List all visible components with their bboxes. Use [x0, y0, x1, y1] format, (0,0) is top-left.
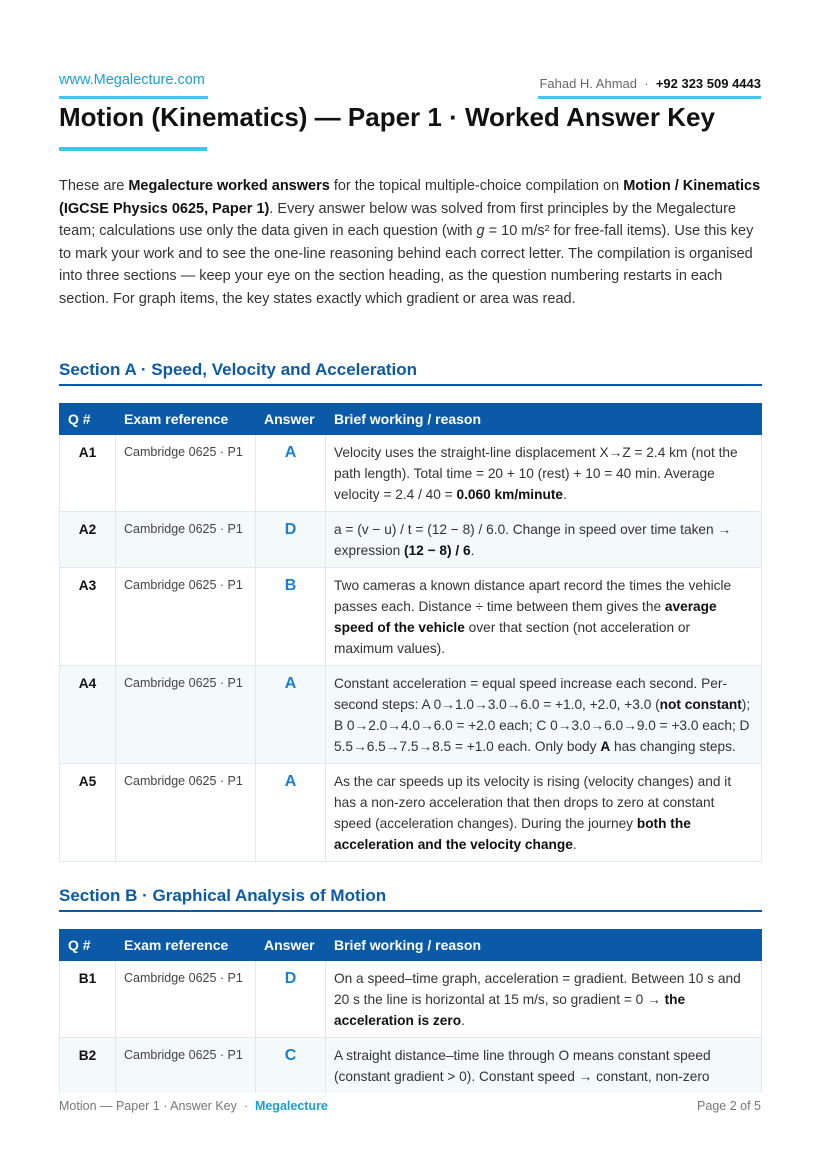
answer-reason: Velocity uses the straight-line displacement X→Z = 2.4 km (not the path length). Total time = 20 + 10 (rest) + 10 = 40 min. Average velocity = 2.4 / 40 = 0.060 km/minute. — [326, 435, 762, 512]
question-number: A4 — [60, 666, 116, 764]
intro-text: = 10 m/s² for free-fall items). Use this key to mark your work and to see the one-line reasoning behind each correct letter. The compilation is organised into three sections — keep your eye on the section heading, as the question numbering restarts in each section. For graph items, the key states exactly which gradient or area was read. — [59, 223, 754, 307]
intro-italic: g — [476, 223, 485, 239]
question-number: B1 — [60, 961, 116, 1038]
intro-text: for the topical multiple-choice compilation on — [329, 178, 624, 194]
table-row — [60, 764, 762, 862]
intro-bold: Megalecture worked answers — [128, 178, 330, 194]
question-number: A2 — [60, 512, 116, 568]
section-a-table — [59, 403, 762, 862]
exam-reference: Cambridge 0625 · P1 — [116, 764, 256, 862]
footer-doc-title: Motion — Paper 1 · Answer Key — [59, 1099, 237, 1113]
section-b-table-wrapper — [59, 929, 762, 1093]
answer-letter: C — [256, 1038, 326, 1094]
answer-letter: A — [256, 666, 326, 764]
footer-left — [59, 1099, 328, 1113]
table-row — [60, 435, 762, 512]
page-title: Motion (Kinematics) — Paper 1 · Worked Answer Key — [59, 102, 715, 132]
answer-reason: On a speed–time graph, acceleration = gradient. Between 10 s and 20 s the line is horizontal at 15 m/s, so gradient = 0 → the acceleration is zero. — [326, 961, 762, 1038]
site-underline — [59, 96, 208, 99]
answer-letter: A — [256, 435, 326, 512]
author-name: Fahad H. Ahmad — [539, 76, 637, 91]
section-a-title: Section A · Speed, Velocity and Acceleration — [59, 360, 418, 379]
col-header-q: Q # — [60, 930, 116, 961]
section-b-title: Section B · Graphical Analysis of Motion — [59, 886, 387, 905]
footer-separator: · — [243, 1099, 248, 1113]
col-header-answer: Answer — [256, 930, 326, 961]
question-number: A5 — [60, 764, 116, 862]
section-a-rule — [59, 384, 762, 386]
footer-brand: Megalecture — [254, 1099, 328, 1113]
exam-reference: Cambridge 0625 · P1 — [116, 1038, 256, 1094]
answer-reason: As the car speeds up its velocity is rising (velocity changes) and it has a non-zero acceleration that then drops to zero at constant speed (acceleration changes). During the journey both the acceleration and the velocity change. — [326, 764, 762, 862]
exam-reference: Cambridge 0625 · P1 — [116, 568, 256, 666]
section-b-rule — [59, 910, 762, 912]
table-row — [60, 512, 762, 568]
answer-reason: A straight distance–time line through O means constant speed (constant gradient > 0). Constant speed → constant, non-zero — [326, 1038, 762, 1094]
intro-paragraph — [59, 175, 762, 310]
answer-reason: Constant acceleration = equal speed increase each second. Per-second steps: A 0→1.0→3.0→6.0 = +1.0, +2.0, +3.0 (not constant); B 0→2.0→4.0→6.0 = +2.0 each; C 0→3.0→6.0→9.0 = +3.0 each; D 5.5→6.5→7.5→8.5 = +1.0 each. Only body A has changing steps. — [326, 666, 762, 764]
site-link[interactable]: www.Megalecture.com — [59, 72, 205, 88]
author-underline — [538, 96, 761, 99]
answer-letter: D — [256, 512, 326, 568]
answer-letter: A — [256, 764, 326, 862]
col-header-ref: Exam reference — [116, 930, 256, 961]
table-header-row — [60, 404, 762, 435]
author-phone: +92 323 509 4443 — [655, 76, 761, 91]
answer-reason: a = (v − u) / t = (12 − 8) / 6.0. Change in speed over time taken → expression (12 − 8) / 6. — [326, 512, 762, 568]
question-number: B2 — [60, 1038, 116, 1094]
col-header-ref: Exam reference — [116, 404, 256, 435]
table-header-row — [60, 930, 762, 961]
answer-letter: D — [256, 961, 326, 1038]
table-row — [60, 568, 762, 666]
table-row — [60, 961, 762, 1038]
exam-reference: Cambridge 0625 · P1 — [116, 435, 256, 512]
intro-text: . Every answer below was solved from first principles by the Megalecture team; calculations use only the data given in each question (with — [59, 200, 736, 239]
exam-reference: Cambridge 0625 · P1 — [116, 512, 256, 568]
page-number: Page 2 of 5 — [697, 1099, 761, 1113]
col-header-reason: Brief working / reason — [326, 930, 762, 961]
author-info — [539, 76, 761, 91]
answer-letter: B — [256, 568, 326, 666]
table-row — [60, 1038, 762, 1094]
col-header-q: Q # — [60, 404, 116, 435]
col-header-answer: Answer — [256, 404, 326, 435]
intro-bold: Motion / Kinematics (IGCSE Physics 0625, Paper 1) — [59, 178, 761, 217]
title-underline — [59, 147, 207, 151]
intro-text: These are — [59, 178, 129, 194]
section-b-table — [59, 929, 762, 1093]
col-header-reason: Brief working / reason — [326, 404, 762, 435]
exam-reference: Cambridge 0625 · P1 — [116, 961, 256, 1038]
exam-reference: Cambridge 0625 · P1 — [116, 666, 256, 764]
author-separator: · — [644, 76, 649, 91]
table-row — [60, 666, 762, 764]
question-number: A1 — [60, 435, 116, 512]
question-number: A3 — [60, 568, 116, 666]
answer-reason: Two cameras a known distance apart record the times the vehicle passes each. Distance ÷ time between them gives the average speed of the vehicle over that section (not acceleration or maximum values). — [326, 568, 762, 666]
